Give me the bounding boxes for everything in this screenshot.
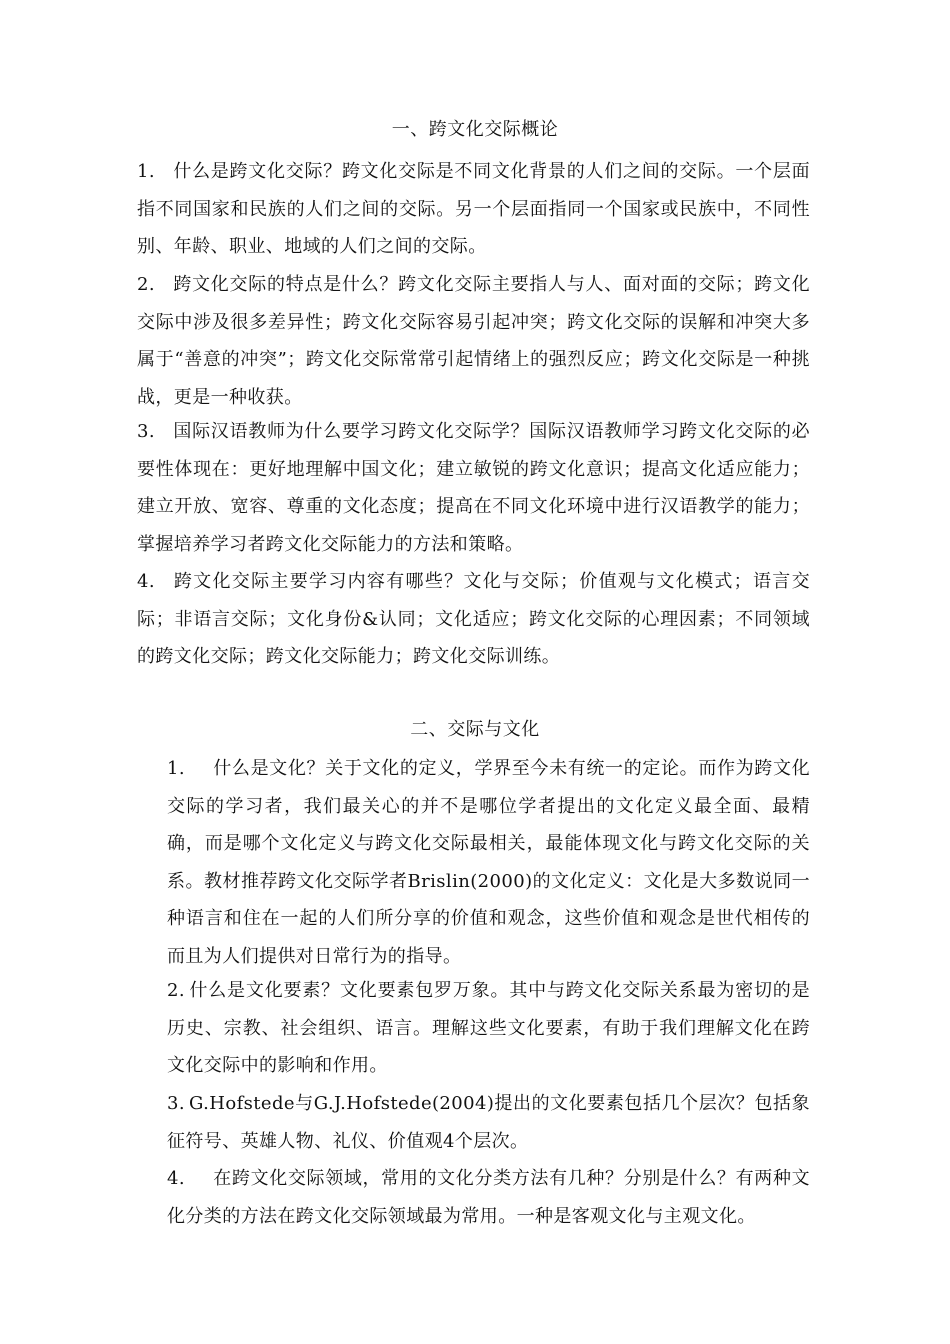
item-text: 什么是跨文化交际？跨文化交际是不同文化背景的人们之间的交际。一个层面指不同国家和民族的人们之间的交际。另一个层面指同一个国家或民族中，不同性别、年龄、职业、地域的人们之间的交际。 xyxy=(137,161,810,257)
section-2-item-3 xyxy=(167,1085,810,1160)
section-1-item-2 xyxy=(137,266,810,416)
section-2-item-1 xyxy=(167,750,810,975)
item-text: 什么是文化要素？文化要素包罗万象。其中与跨文化交际关系最为密切的是历史、宗教、社会组织、语言。理解这些文化要素，有助于我们理解文化在跨文化交际中的影响和作用。 xyxy=(167,980,810,1076)
section-1-item-4 xyxy=(137,563,810,676)
item-number: 4. xyxy=(137,571,155,592)
item-number: 1. xyxy=(167,758,185,779)
item-text: 什么是文化？关于文化的定义，学界至今未有统一的定论。而作为跨文化交际的学习者，我们最关心的并不是哪位学者提出的文化定义最全面、最精确，而是哪个文化定义与跨文化交际最相关，最能体现文化与跨文化交际的关系。教材推荐跨文化交际学者Brislin(2000)的文化定义：文化是大多数说同一种语言和住在一起的人们所分享的价值和观念，这些价值和观念是世代相传的而且为人们提供对日常行为的指导。 xyxy=(167,758,810,967)
item-number: 2. xyxy=(167,980,185,1001)
item-text: G.Hofstede与G.J.Hofstede(2004)提出的文化要素包括几个层次？包括象征符号、英雄人物、礼仪、价值观4个层次。 xyxy=(167,1093,810,1152)
item-text: 跨文化交际的特点是什么？跨文化交际主要指人与人、面对面的交际；跨文化交际中涉及很多差异性；跨文化交际容易引起冲突；跨文化交际的误解和冲突大多属于“善意的冲突”；跨文化交际常常引起情绪上的强烈反应；跨文化交际是一种挑战，更是一种收获。 xyxy=(137,274,810,408)
section-2-item-4 xyxy=(167,1160,810,1235)
item-number: 1. xyxy=(137,161,155,182)
section-1-item-1 xyxy=(137,153,810,266)
item-number: 2. xyxy=(137,274,155,295)
section-1-title: 一、跨文化交际概论 xyxy=(391,119,559,140)
item-number: 3. xyxy=(137,421,155,442)
item-number: 3. xyxy=(167,1093,185,1114)
section-1-item-3 xyxy=(137,413,810,563)
section-2-title: 二、交际与文化 xyxy=(410,719,540,740)
item-text: 在跨文化交际领域，常用的文化分类方法有几种？分别是什么？有两种文化分类的方法在跨文化交际领域最为常用。一种是客观文化与主观文化。 xyxy=(167,1168,810,1227)
item-text: 国际汉语教师为什么要学习跨文化交际学？国际汉语教师学习跨文化交际的必要性体现在：更好地理解中国文化；建立敏锐的跨文化意识；提高文化适应能力；建立开放、宽容、尊重的文化态度；提高在不同文化环境中进行汉语教学的能力；掌握培养学习者跨文化交际能力的方法和策略。 xyxy=(137,421,810,555)
item-text: 跨文化交际主要学习内容有哪些？文化与交际；价值观与文化模式；语言交际；非语言交际；文化身份&认同；文化适应；跨文化交际的心理因素；不同领域的跨文化交际；跨文化交际能力；跨文化交际训练。 xyxy=(137,571,810,667)
item-number: 4. xyxy=(167,1168,185,1189)
section-2-item-2 xyxy=(167,972,810,1085)
